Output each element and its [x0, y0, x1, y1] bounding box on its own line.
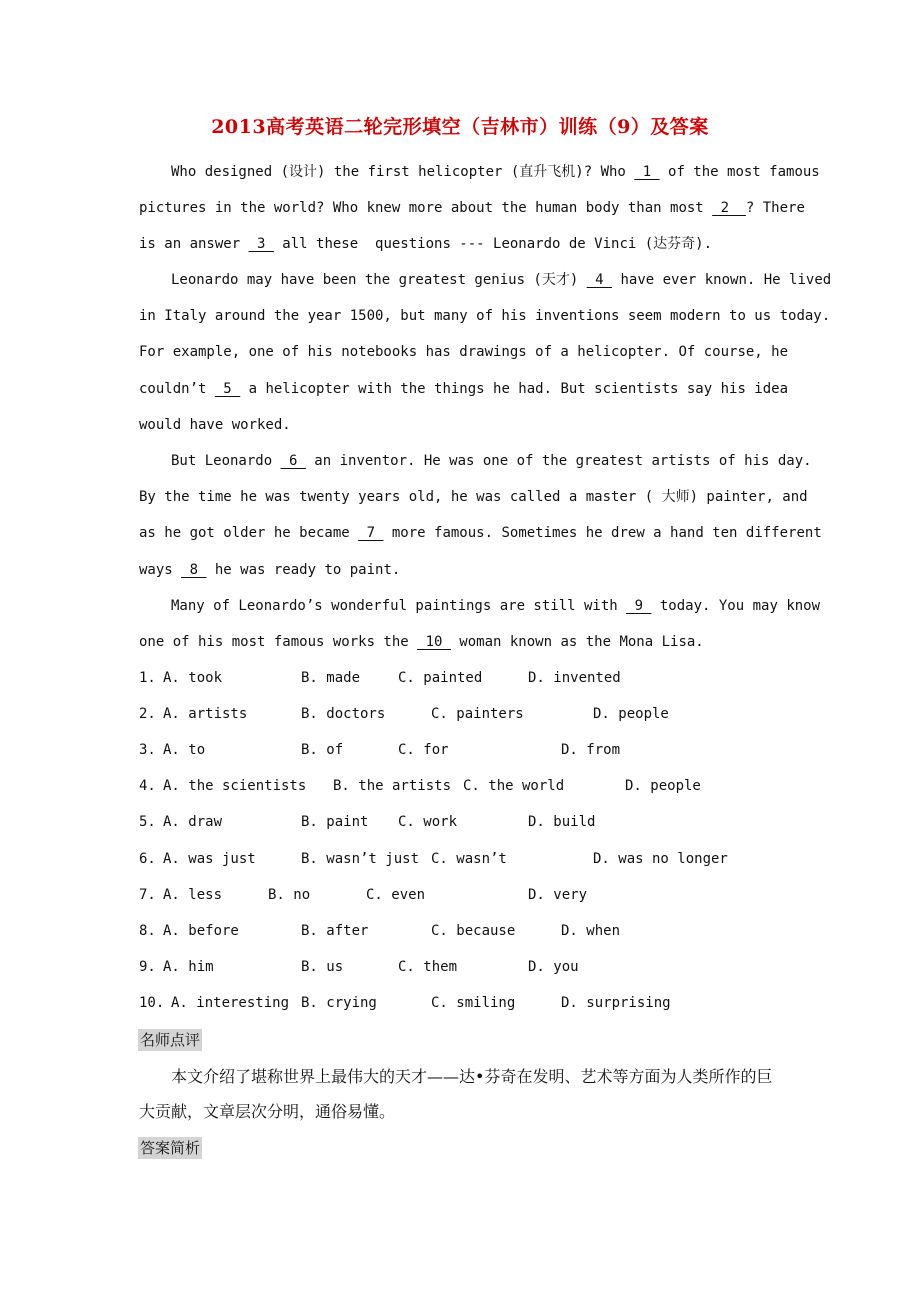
- blank-8: _8_: [181, 562, 207, 578]
- option-b: B. crying: [301, 995, 377, 1011]
- option-b: B. wasn’t just: [301, 851, 420, 867]
- passage-line: Who designed (设计) the first helicopter (直升飞机)? Who 1 of the most famous: [171, 164, 820, 180]
- option-b: B. made: [301, 670, 361, 686]
- option-c: C. work: [398, 814, 458, 830]
- blank-4: _4_: [586, 272, 613, 288]
- passage-line: is an answer _3_ all these questions --- Leonardo de Vinci (达芬奇).: [139, 236, 713, 252]
- option-b: B. after: [301, 923, 369, 939]
- option-d: D. you: [528, 959, 579, 975]
- option-b: B. us: [301, 959, 344, 975]
- option-c: C. even: [366, 887, 426, 903]
- option-d: D. from: [561, 742, 621, 758]
- option-a: A. less: [163, 887, 223, 903]
- option-a: A. took: [163, 670, 223, 686]
- blank-3: _3_: [248, 236, 274, 252]
- passage-line: Leonardo may have been the greatest genius (天才) _4_ have ever known. He lived: [171, 272, 832, 288]
- passage-line: For example, one of his notebooks has drawings of a helicopter. Of course, he: [139, 344, 789, 360]
- review-text: 大贡献，文章层次分明，通俗易懂。: [139, 1102, 396, 1121]
- passage-line: as he got older he became 7 more famous. Sometimes he drew a hand ten different: [139, 525, 822, 541]
- passage-line: Many of Leonardo’s wonderful paintings are still with _9_ today. You may know: [171, 598, 821, 614]
- option-a: A. was just: [163, 851, 256, 867]
- review-text: 本文介绍了堪称世界上最伟大的天才——达•芬奇在发明、艺术等方面为人类所作的巨: [171, 1067, 773, 1086]
- option-d: D. people: [625, 778, 701, 794]
- blank-1: 1: [634, 164, 660, 180]
- option-a: A. artists: [163, 706, 248, 722]
- option-b: B. no: [268, 887, 311, 903]
- blank-6: _6_: [280, 453, 306, 469]
- passage-line: But Leonardo _6_ an inventor. He was one of the greatest artists of his day.: [171, 453, 812, 469]
- page-title: 2013高考英语二轮完形填空（吉林市）训练（9）及答案: [211, 116, 709, 138]
- option-b: B. of: [301, 742, 344, 758]
- blank-5: _5_: [214, 381, 241, 397]
- option-d: D. surprising: [561, 995, 671, 1011]
- option-a: A. interesting: [171, 995, 290, 1011]
- blank-9: _9_: [626, 598, 652, 614]
- option-a: A. the scientists: [163, 778, 307, 794]
- option-c: C. painted: [398, 670, 483, 686]
- passage-line: in Italy around the year 1500, but many of his inventions seem modern to us today.: [139, 308, 831, 324]
- option-b: B. paint: [301, 814, 369, 830]
- option-c: C. wasn’t: [431, 851, 507, 867]
- option-d: D. build: [528, 814, 596, 830]
- option-d: D. people: [593, 706, 669, 722]
- answer-label: 答案简析: [140, 1139, 201, 1157]
- option-c: C. for: [398, 742, 449, 758]
- option-d: D. was no longer: [593, 851, 728, 867]
- option-d: D. very: [528, 887, 588, 903]
- option-a: A. him: [163, 959, 214, 975]
- option-b: B. the artists: [333, 778, 452, 794]
- document-page: 2013高考英语二轮完形填空（吉林市）训练（9）及答案 Who designed (设计) the first helicopter (直升飞机)? Who 1 of the most famous pictures in the world? Who knew more about the human body than most 2 ? There is an answer _3_ all these questions --- Leonardo de Vinci (达芬奇). Leonardo may have been the greatest genius (天才) _4_ have ever known. He lived in Italy around the year 1500, but many of his inventions seem modern to us today. For example, one of his notebooks has drawings of a helicopter. Of course, he couldn’t _5_ a helicopter with the things he had. But scientists say his idea would have worked. But Leonardo _6_ an inventor. He was one of the greatest artists of his day. By the time he was twenty years old, he was called a master ( 大师) painter, and as he got older he became 7 more famous. Sometimes he drew a hand ten different ways _8_ he was ready to paint. Many of Leonardo’s wonderful paintings are still with _9_ today. You may know one of his most famous works the _10_ woman known as the Mona Lisa. 1. A. took B. made C. painted D. invented 2. A. artists B. doctors C. painters D. people 3. A. to B. of C. for D. from 4. A. the scientists B. the artists C. the world D. people 5. A. draw B. paint C. work D. build 6. A. was just B. wasn’t just C. wasn’t D. was no longer 7. A. less B. no C. even D. very 8. A. before B. after C. because D. when 9. A. him B. us C. them D. you 10. A. interesting B. crying C. smiling D. surprising 名师点评 本文介绍了堪称世界上最伟大的天才——达•芬奇在发明、艺术等方面为人类所作的巨 大贡献，文章层次分明，通俗易懂。 答案简析: [0, 0, 920, 1302]
- passage-line: pictures in the world? Who knew more about the human body than most 2 ? There: [139, 200, 805, 216]
- option-a: A. before: [163, 923, 239, 939]
- option-d: D. invented: [528, 670, 621, 686]
- option-c: C. smiling: [431, 995, 516, 1011]
- passage-line: would have worked.: [139, 417, 291, 433]
- passage-line: couldn’t _5_ a helicopter with the things he had. But scientists say his idea: [139, 381, 789, 397]
- option-d: D. when: [561, 923, 621, 939]
- option-c: C. them: [398, 959, 458, 975]
- option-a: A. draw: [163, 814, 223, 830]
- option-c: C. painters: [431, 706, 524, 722]
- blank-10: _10_: [417, 634, 451, 650]
- passage-line: ways _8_ he was ready to paint.: [139, 562, 401, 578]
- passage-line: one of his most famous works the _10_ woman known as the Mona Lisa.: [139, 634, 704, 650]
- option-c: C. because: [431, 923, 516, 939]
- passage-line: By the time he was twenty years old, he was called a master ( 大师) painter, and: [139, 489, 808, 505]
- blank-7: 7: [358, 525, 384, 541]
- review-label: 名师点评: [140, 1031, 201, 1049]
- option-b: B. doctors: [301, 706, 386, 722]
- option-c: C. the world: [463, 778, 565, 794]
- blank-2: 2: [712, 200, 746, 216]
- option-a: A. to: [163, 742, 206, 758]
